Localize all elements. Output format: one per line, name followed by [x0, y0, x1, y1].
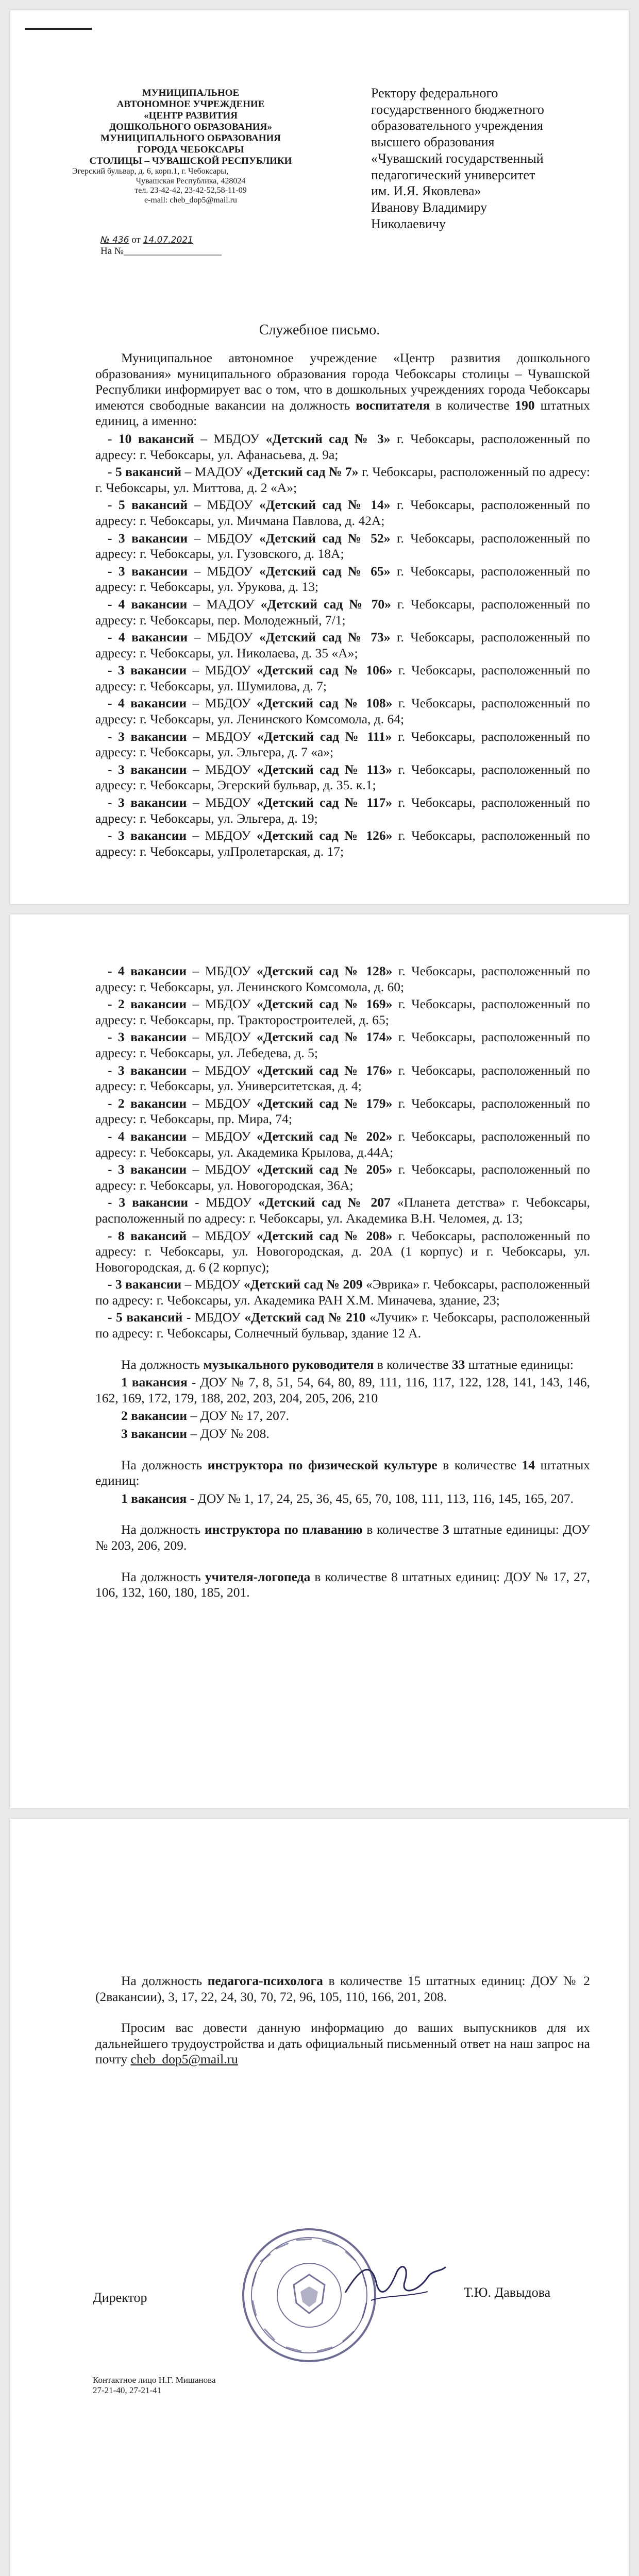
- addressee-block: [371, 85, 608, 232]
- vacancy-item: [95, 996, 590, 1028]
- vacancy-kg: «Детский сад № 205»: [256, 1162, 393, 1177]
- vacancy-address: г. Чебоксары, расположенный по адресу: г. Чебоксары, ул. Университетская, д. 4;: [95, 1062, 591, 1094]
- vacancy-count: - 5 вакансий: [108, 497, 188, 513]
- vacancy-kg: «Детский сад № 174»: [256, 1029, 393, 1045]
- reg-number: № 436: [100, 235, 129, 245]
- vacancy-address: г. Чебоксары, расположенный по адресу: г. Чебоксары, ул. Новогородская, д. 20А (1 корпус) и г. Чебоксары, ул. Новогородская, д. 6 (2 корпус);: [95, 1228, 591, 1275]
- vacancy-type: – МБДОУ: [192, 1095, 251, 1111]
- vacancy-type: – МБДОУ: [192, 1128, 251, 1144]
- vacancy-type: - МБДОУ: [195, 1195, 252, 1210]
- vacancy-type: – МБДОУ: [192, 663, 251, 678]
- vacancy-item: [95, 464, 590, 496]
- addressee-line: педагогический университет: [371, 167, 535, 182]
- contact-phones: 27-21-40, 27-21-41: [93, 2385, 162, 2396]
- vacancy-kg: «Детский сад № 210: [244, 1310, 366, 1325]
- vacancy-count: - 3 вакансии: [108, 1062, 187, 1078]
- vacancy-address: г. Чебоксары, расположенный по адресу: г. Чебоксары, ул. Мичмана Павлова, д. 42А;: [95, 497, 591, 528]
- vacancy-kg: «Детский сад № 126»: [256, 828, 393, 843]
- vacancy-item: [95, 663, 590, 694]
- letterhead-phones: тел. 23-42-42, 23-42-52,58-11-09: [134, 186, 247, 195]
- registration-number: № 436 от 14.07.2021 На №____________________: [100, 234, 222, 257]
- vacancy-item: [95, 729, 590, 760]
- vacancy-item: [95, 762, 590, 793]
- vacancy-type: – МБДОУ: [192, 696, 251, 711]
- vacancy-type: – МАДОУ: [193, 596, 255, 612]
- vacancy-address: г. Чебоксары, расположенный по адресу: г. Чебоксары, ул. Урукова, д. 13;: [95, 563, 591, 595]
- vacancy-count: - 3 вакансии: [108, 1195, 189, 1210]
- psych-paragraph: На должность педагога-психолога в количестве 15 штатных единиц: ДОУ № 2 (2вакансии), 3, 17, 22, 24, 30, 70, 72, 96, 105, 110, 166, 201, 208.: [95, 1973, 591, 2004]
- music-line: 3 вакансии – ДОУ № 208.: [121, 1426, 270, 1442]
- swimming-paragraph: На должность инструктора по плаванию в количестве 3 штатные единицы: ДОУ № 203, 206, 209.: [95, 1522, 591, 1553]
- corner-mark: [25, 28, 92, 30]
- music-paragraph: На должность музыкального руководителя в количестве 33 штатные единицы:: [121, 1357, 574, 1372]
- vacancy-address: г. Чебоксары, расположенный по адресу: г. Чебоксары, пер. Молодежный, 7/1;: [95, 596, 591, 628]
- vacancy-kg: «Детский сад № 106»: [256, 663, 393, 678]
- vacancy-count: - 3 вакансии: [108, 663, 187, 678]
- reference-line: На №____________________: [100, 246, 222, 257]
- vacancy-address: г. Чебоксары, расположенный по адресу: г. Чебоксары, ул. Миттова, д. 2 «А»;: [95, 464, 591, 495]
- letter-title: Служебное письмо.: [259, 322, 380, 338]
- vacancy-type: - МБДОУ: [186, 1310, 241, 1325]
- vacancy-item: [95, 1063, 590, 1094]
- vacancy-count: - 2 вакансии: [108, 1095, 187, 1111]
- letter-page-2: [10, 914, 629, 1808]
- vacancy-address: г. Чебоксары, расположенный по адресу: г. Чебоксары, ул. Академика Крылова, д.44А;: [95, 1128, 591, 1160]
- physical-paragraph: На должность инструктора по физической культуре в количестве 14 штатных единиц:: [95, 1457, 591, 1488]
- vacancy-item: [95, 1096, 590, 1127]
- vacancy-kg: «Детский сад № 128»: [256, 963, 393, 978]
- speech-paragraph: На должность учителя-логопеда в количестве 8 штатных единиц: ДОУ № 17, 27, 106, 132, 160, 180, 185, 201.: [95, 1569, 591, 1600]
- vacancy-count: - 4 вакансии: [108, 596, 188, 612]
- vacancy-item: [95, 696, 590, 727]
- vacancy-address: г. Чебоксары, расположенный по адресу: г. Чебоксары, пр. Тракторостроителей, д. 65;: [95, 996, 591, 1027]
- vacancy-count: - 4 вакансии: [108, 1128, 187, 1144]
- vacancy-kg: «Детский сад № 113»: [257, 761, 392, 777]
- vacancy-type: – МБДОУ: [194, 630, 253, 645]
- vacancy-count: - 3 вакансии: [108, 563, 188, 579]
- vacancy-address: «Эврика» г. Чебоксары, расположенный по адресу: г. Чебоксары, ул. Академика РАН Х.М. Миначева, здание, 23;: [95, 1277, 591, 1308]
- vacancy-kg: «Детский сад № 65»: [259, 563, 391, 579]
- vacancy-list: [95, 963, 590, 1342]
- vacancy-count: - 3 вакансии: [108, 1162, 187, 1177]
- vacancy-count: - 3 вакансии: [108, 1277, 182, 1292]
- vacancy-item: [95, 1228, 590, 1276]
- vacancy-address: г. Чебоксары, расположенный по адресу: г. Чебоксары, ул. Лебедева, д. 5;: [95, 1029, 591, 1060]
- vacancy-type: – МАДОУ: [184, 464, 243, 480]
- vacancy-count: - 3 вакансии: [108, 728, 187, 744]
- vacancy-list: [95, 431, 590, 859]
- vacancy-address: г. Чебоксары, расположенный по адресу: г. Чебоксары, ул. Ленинского Комсомола, д. 60;: [95, 963, 591, 994]
- vacancy-type: – МБДОУ: [192, 1062, 251, 1078]
- vacancy-type: – МБДОУ: [192, 963, 251, 978]
- vacancy-address: г. Чебоксары, расположенный по адресу: г. Чебоксары, пр. Мира, 74;: [95, 1095, 591, 1127]
- letter-page-1: [10, 10, 629, 904]
- letterhead-line: ГОРОДА ЧЕБОКСАРЫ: [137, 144, 244, 156]
- vacancy-type: – МБДОУ: [193, 728, 251, 744]
- vacancy-item: [95, 1310, 590, 1341]
- vacancy-type: – МБДОУ: [192, 761, 251, 777]
- vacancy-count: - 3 вакансии: [108, 1029, 187, 1045]
- vacancy-count: - 3 вакансии: [108, 828, 187, 843]
- letterhead: [72, 88, 309, 205]
- music-line: 1 вакансия - ДОУ № 7, 8, 51, 54, 64, 80, 89, 111, 116, 117, 122, 128, 141, 143, 146, 162, 169, 172, 179, 188, 202, 203, 204, 205, 206, 210: [95, 1375, 591, 1405]
- vacancy-item: [95, 828, 590, 859]
- addressee-line: высшего образования: [371, 134, 495, 150]
- vacancy-item: [95, 597, 590, 628]
- vacancy-item: [95, 1129, 590, 1160]
- vacancy-kg: «Детский сад № 117»: [257, 795, 392, 810]
- vacancy-count: - 4 вакансии: [108, 630, 188, 645]
- addressee-line: Николаевичу: [371, 216, 446, 231]
- vacancy-count: - 10 вакансий: [108, 431, 194, 446]
- contact-info: [93, 2375, 216, 2396]
- letterhead-email: e-mail: cheb_dop5@mail.ru: [144, 195, 237, 205]
- vacancy-address: г. Чебоксары, расположенный по адресу: г. Чебоксары, ул. Николаева, д. 35 «А»;: [95, 630, 591, 660]
- vacancy-item: [95, 531, 590, 562]
- vacancy-count: - 5 вакансий: [108, 1310, 183, 1325]
- letter-body-2: [95, 963, 590, 1603]
- addressee-line: «Чувашский государственный: [371, 150, 544, 166]
- signatory-name: Т.Ю. Давыдова: [464, 2285, 551, 2300]
- letterhead-address: Чувашская Республика, 428024: [136, 176, 246, 185]
- addressee-line: государственного бюджетного: [371, 101, 544, 117]
- letter-body-1: [95, 350, 590, 861]
- letterhead-line: СТОЛИЦЫ – ЧУВАШСКОЙ РЕСПУБЛИКИ: [89, 156, 292, 167]
- vacancy-kg: «Детский сад № 3»: [265, 431, 391, 446]
- vacancy-type: – МБДОУ: [194, 563, 253, 579]
- vacancy-kg: «Детский сад № 179»: [256, 1095, 393, 1111]
- vacancy-type: – МБДОУ: [194, 530, 253, 546]
- vacancy-item: [95, 1162, 590, 1193]
- vacancy-kg: «Детский сад № 14»: [259, 497, 391, 513]
- intro-paragraph: Муниципальное автономное учреждение «Центр развития дошкольного образования» муниципального образования города Чебоксары столицы – Чувашской Республики информирует вас о том, что в дошкольных учреждениях города Чебоксары имеются свободные вакансии на должность воспитателя в количестве 190 штатных единиц, а именно:: [95, 350, 591, 429]
- vacancy-item: [95, 1195, 590, 1226]
- addressee-line: Ректору федерального: [371, 86, 498, 100]
- vacancy-address: г. Чебоксары, расположенный по адресу: г. Чебоксары, ул. Гузовского, д. 18А;: [95, 530, 591, 562]
- vacancy-count: - 2 вакансии: [108, 996, 187, 1012]
- vacancy-kg: «Детский сад № 73»: [259, 630, 391, 645]
- addressee-line: образовательного учреждения: [371, 118, 543, 133]
- vacancy-type: – МБДОУ: [192, 996, 251, 1012]
- vacancy-count: - 4 вакансии: [108, 963, 187, 978]
- vacancy-count: - 3 вакансии: [108, 761, 187, 777]
- letterhead-line: ДОШКОЛЬНОГО ОБРАЗОВАНИЯ»: [109, 122, 272, 133]
- vacancy-address: г. Чебоксары, расположенный по адресу: г. Чебоксары, ул. Шумилова, д. 7;: [95, 663, 591, 693]
- addressee-line: им. И.Я. Яковлева»: [371, 183, 481, 199]
- vacancy-type: – МБДОУ: [200, 431, 260, 446]
- addressee-line: Иванову Владимиру: [371, 200, 487, 215]
- vacancy-item: [95, 1277, 590, 1308]
- vacancy-kg: «Детский сад № 207: [258, 1195, 391, 1210]
- contact-person: Контактное лицо Н.Г. Мишанова: [93, 2375, 216, 2385]
- vacancy-address: «Планета детства» г. Чебоксары, расположенный по адресу: г. Чебоксары, ул. Академика В.Н. Челомея, д. 13;: [95, 1195, 591, 1226]
- vacancy-address: г. Чебоксары, расположенный по адресу: г. Чебоксары, Эгерский бульвар, д. 35. к.1;: [95, 761, 591, 793]
- vacancy-address: г. Чебоксары, расположенный по адресу: г. Чебоксары, улПролетарская, д. 17;: [95, 828, 591, 859]
- vacancy-item: [95, 564, 590, 595]
- letterhead-line: «ЦЕНТР РАЗВИТИЯ: [144, 110, 238, 122]
- vacancy-address: «Лучик» г. Чебоксары, расположенный по адресу: г. Чебоксары, Солнечный бульвар, здание 12 А.: [95, 1310, 591, 1341]
- vacancy-kg: «Детский сад № 52»: [259, 530, 391, 546]
- vacancy-kg: «Детский сад № 169»: [256, 996, 393, 1012]
- reg-date: 14.07.2021: [143, 235, 193, 245]
- physical-line: 1 вакансия - ДОУ № 1, 17, 24, 25, 36, 45, 65, 70, 108, 111, 113, 116, 145, 165, 207.: [121, 1490, 574, 1506]
- letter-body-3: [95, 1973, 590, 2070]
- letterhead-line: АВТОНОМНОЕ УЧРЕЖДЕНИЕ: [116, 99, 265, 110]
- vacancy-address: г. Чебоксары, расположенный по адресу: г. Чебоксары, ул. Ленинского Комсомола, д. 64;: [95, 696, 591, 727]
- vacancy-type: – МБДОУ: [192, 828, 251, 843]
- letterhead-line: МУНИЦИПАЛЬНОЕ: [142, 88, 240, 98]
- vacancy-item: [95, 1029, 590, 1061]
- vacancy-kg: «Детский сад № 202»: [256, 1128, 393, 1144]
- vacancy-address: г. Чебоксары, расположенный по адресу: г. Чебоксары, ул. Эльгера, д. 7 «а»;: [95, 728, 591, 760]
- vacancy-item: [95, 497, 590, 529]
- vacancy-address: г. Чебоксары, расположенный по адресу: г. Чебоксары, ул. Афанасьева, д. 9а;: [95, 431, 591, 462]
- vacancy-item: [95, 630, 590, 661]
- letterhead-line: МУНИЦИПАЛЬНОГО ОБРАЗОВАНИЯ: [100, 133, 281, 144]
- signatory-position: Директор: [93, 2290, 147, 2305]
- vacancy-kg: «Детский сад № 176»: [256, 1062, 393, 1078]
- vacancy-kg: «Детский сад № 111»: [257, 728, 392, 744]
- vacancy-address: г. Чебоксары, расположенный по адресу: г. Чебоксары, ул. Новогородская, 36А;: [95, 1162, 591, 1193]
- vacancy-kg: «Детский сад № 208»: [256, 1228, 393, 1243]
- vacancy-item: [95, 795, 590, 826]
- music-line: 2 вакансии – ДОУ № 17, 207.: [121, 1408, 289, 1423]
- letter-page-3: [10, 1819, 629, 2576]
- handwritten-signature: [340, 2251, 448, 2313]
- vacancy-type: – МБДОУ: [194, 497, 253, 513]
- email-link[interactable]: cheb_dop5@mail.ru: [130, 2052, 238, 2067]
- letterhead-address: Эгерский бульвар, д. 6, корп.1, г. Чебоксары,: [72, 167, 229, 176]
- vacancy-count: - 8 вакансий: [108, 1228, 187, 1243]
- vacancy-type: – МБДОУ: [192, 1228, 251, 1243]
- vacancy-type: – МБДОУ: [192, 1162, 251, 1177]
- vacancy-type: – МБДОУ: [192, 795, 251, 810]
- vacancy-item: [95, 963, 590, 995]
- vacancy-item: [95, 431, 590, 463]
- vacancy-kg: «Детский сад № 108»: [256, 696, 393, 711]
- vacancy-count: - 3 вакансии: [108, 795, 187, 810]
- vacancy-count: - 3 вакансии: [108, 530, 188, 546]
- vacancy-kg: «Детский сад № 70»: [260, 596, 391, 612]
- vacancy-count: - 5 вакансий: [108, 464, 182, 480]
- vacancy-type: – МБДОУ: [192, 1029, 251, 1045]
- vacancy-kg: «Детский сад № 7»: [246, 464, 359, 480]
- vacancy-address: г. Чебоксары, расположенный по адресу: г. Чебоксары, ул. Эльгера, д. 19;: [95, 795, 591, 826]
- vacancy-kg: «Детский сад № 209: [243, 1277, 363, 1292]
- vacancy-type: – МБДОУ: [184, 1277, 241, 1292]
- vacancy-count: - 4 вакансии: [108, 696, 187, 711]
- request-paragraph: Просим вас довести данную информацию до ваших выпускников для их дальнейшего трудоустройства и дать официальный письменный ответ на наш запрос на почту cheb_dop5@mail.ru: [95, 2020, 590, 2067]
